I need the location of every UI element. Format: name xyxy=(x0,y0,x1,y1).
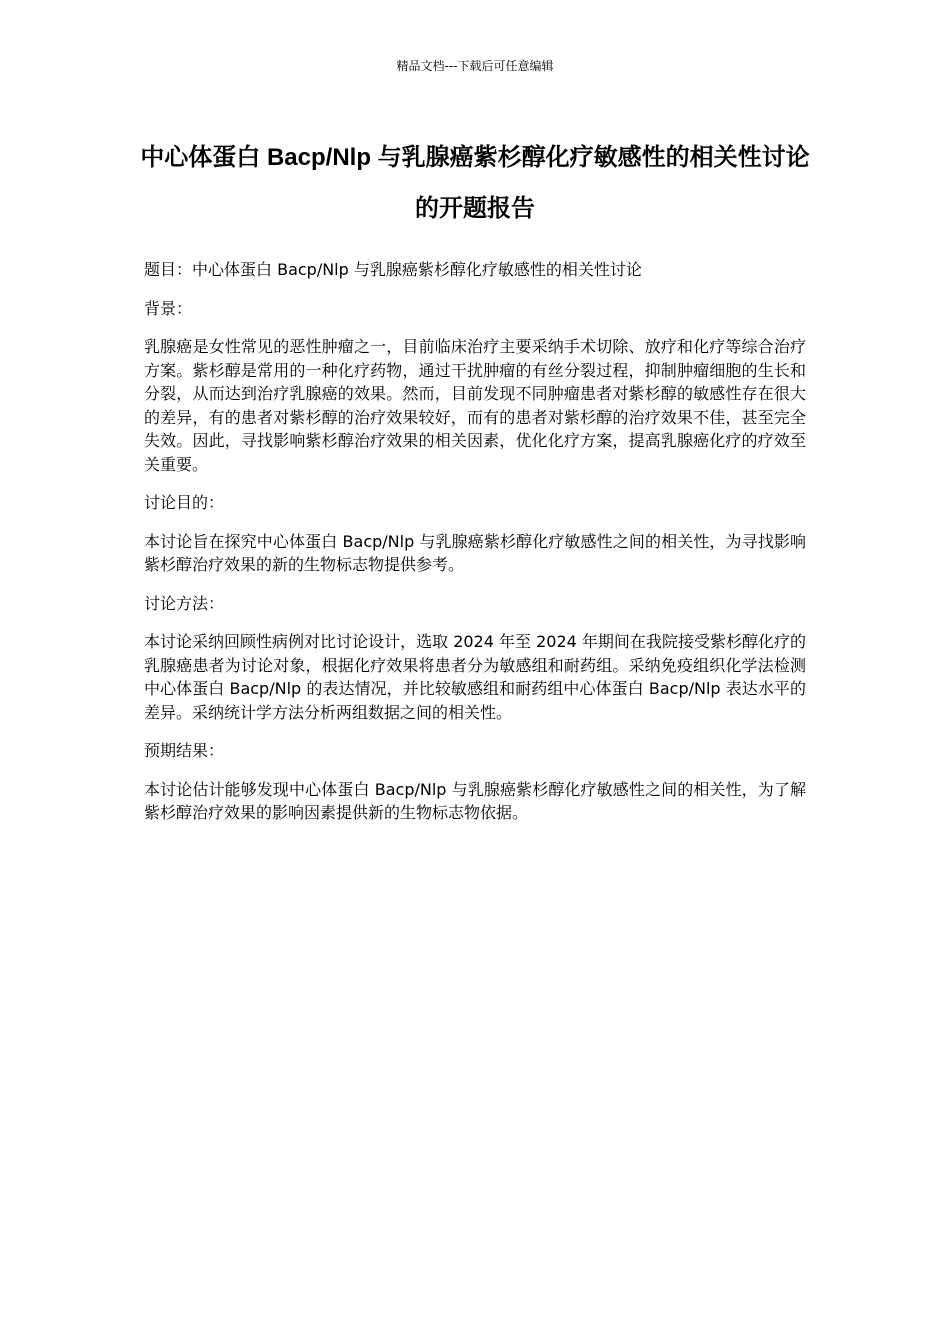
header-note: 精品文档---下载后可任意编辑 xyxy=(396,59,554,73)
background-heading: 背景： xyxy=(144,298,193,318)
method-heading: 讨论方法： xyxy=(144,593,225,613)
expected-heading: 预期结果： xyxy=(144,741,225,760)
expected-paragraph: 本讨论估计能够发现中心体蛋白 Bacp/Nlp 与乳腺癌紫杉醇化疗敏感性之间的相关性，为了解紫杉醇治疗效果的影响因素提供新的生物标志物依据。 xyxy=(144,779,806,822)
background-paragraph: 乳腺癌是女性常见的恶性肿瘤之一，目前临床治疗主要采纳手术切除、放疗和化疗等综合治疗方案。紫杉醇是常用的一种化疗药物，通过干扰肿瘤的有丝分裂过程，抑制肿瘤细胞的生长和分裂，从而达到治疗乳腺癌的效果。然而，目前发现不同肿瘤患者对紫杉醇的敏感性存在很大的差异，有的患者对紫杉醇的治疗效果较好，而有的患者对紫杉醇的治疗效果不佳，甚至完全失效。因此，寻找影响紫杉醇治疗效果的相关因素，优化化疗方案，提高乳腺癌化疗的疗效至关重要。 xyxy=(144,337,806,474)
document-title: 中心体蛋白 Bacp/Nlp 与乳腺癌紫杉醇化疗敏感性的相关性讨论的开题报告 xyxy=(140,144,810,222)
topic-line: 题目：中心体蛋白 Bacp/Nlp 与乳腺癌紫杉醇化疗敏感性的相关性讨论 xyxy=(144,260,642,279)
document-body xyxy=(144,258,806,840)
purpose-paragraph: 本讨论旨在探究中心体蛋白 Bacp/Nlp 与乳腺癌紫杉醇化疗敏感性之间的相关性，为寻找影响紫杉醇治疗效果的新的生物标志物提供参考。 xyxy=(144,531,806,574)
purpose-heading: 讨论目的： xyxy=(144,493,225,512)
method-paragraph: 本讨论采纳回顾性病例对比讨论设计，选取 2024 年至 2024 年期间在我院接受紫杉醇化疗的乳腺癌患者为讨论对象，根据化疗效果将患者分为敏感组和耐药组。采纳免疫组织化学法检测中心体蛋白 Bacp/Nlp 的表达情况，并比较敏感组和耐药组中心体蛋白 Bacp/Nlp 表达水平的差异。采纳统计学方法分析两组数据之间的相关性。 xyxy=(144,632,806,722)
